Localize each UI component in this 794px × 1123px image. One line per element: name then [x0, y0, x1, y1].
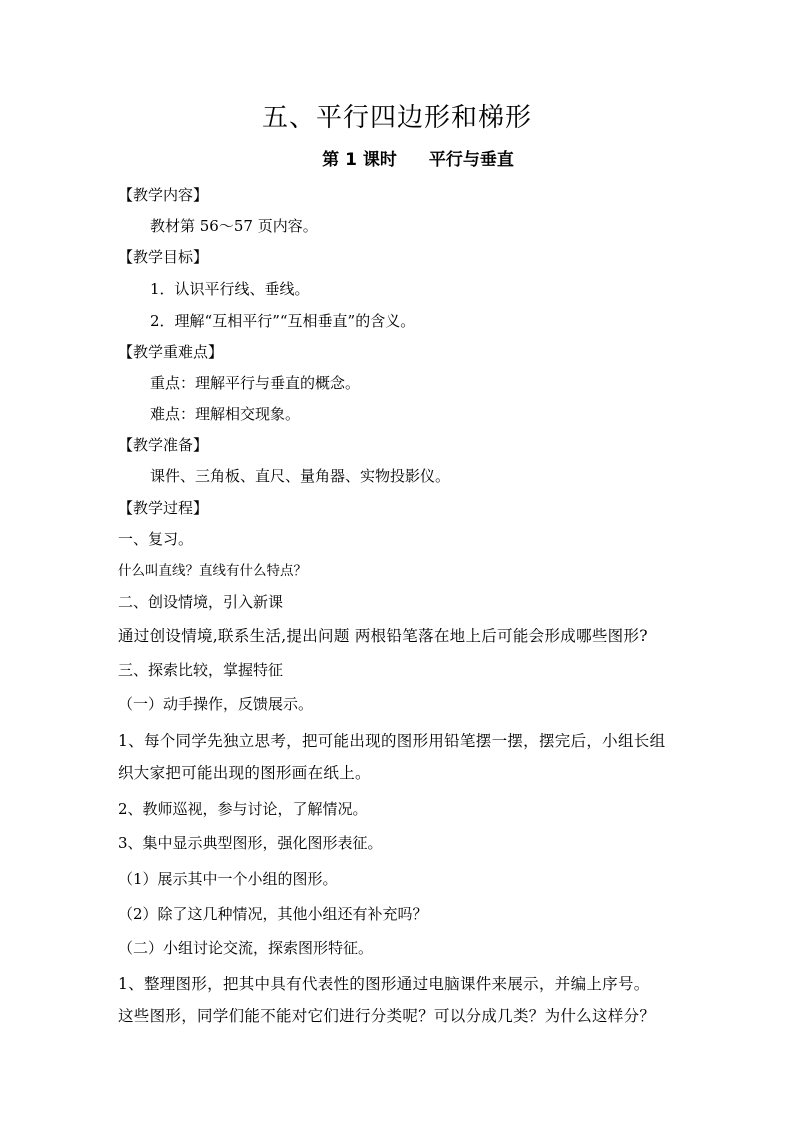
process-line: 一、复习。: [118, 530, 194, 548]
process-line: 二、创设情境，引入新课: [118, 593, 284, 611]
process-heading: 【教学过程】: [118, 499, 209, 517]
process-line: 1、整理图形，把其中具有代表性的图形通过电脑课件来展示，并编上序号。: [118, 975, 650, 993]
lesson-subtitle: [0, 148, 794, 172]
process-line: 什么叫直线？直线有什么特点？: [118, 563, 307, 579]
goal-item: 1．认识平行线、垂线。: [150, 280, 310, 298]
key-point: 重点：理解平行与垂直的概念。: [150, 374, 361, 392]
key-heading: 【教学重难点】: [118, 343, 224, 361]
process-line: 这些图形，同学们能不能对它们进行分类呢？可以分成几类？为什么这样分？: [118, 1007, 656, 1025]
process-line: 1、每个同学先独立思考，把可能出现的图形用铅笔摆一摆，摆完后，小组长组: [118, 732, 666, 750]
content-text: 教材第 56～57 页内容。: [150, 217, 318, 235]
process-line: 通过创设情境,联系生活,提出问题 两根铅笔落在地上后可能会形成哪些图形?: [118, 627, 648, 645]
goals-heading: 【教学目标】: [118, 248, 209, 266]
process-line: （二）小组讨论交流，探索图形特征。: [118, 939, 374, 957]
lesson-number: 第 1 课时: [322, 150, 397, 170]
prep-heading: 【教学准备】: [118, 436, 209, 454]
process-line: （一）动手操作，反馈展示。: [118, 695, 314, 713]
process-line: （2）除了这几种情况，其他小组还有补充吗？: [118, 905, 428, 923]
document-title: 五、平行四边形和梯形: [261, 103, 532, 133]
goal-item: 2．理解“互相平行”“互相垂直”的含义。: [150, 312, 416, 330]
content-heading: 【教学内容】: [118, 186, 209, 204]
prep-text: 课件、三角板、直尺、量角器、实物投影仪。: [150, 467, 451, 485]
process-line: 三、探索比较，掌握特征: [118, 661, 284, 679]
process-line: 3、集中显示典型图形，强化图形表征。: [118, 834, 383, 852]
lesson-name: 平行与垂直: [428, 150, 514, 170]
process-line: 织大家把可能出现的图形画在纸上。: [118, 764, 371, 782]
process-line: 2、教师巡视，参与讨论，了解情况。: [118, 800, 368, 818]
process-line: （1）展示其中一个小组的图形。: [118, 870, 338, 888]
difficult-point: 难点：理解相交现象。: [150, 405, 301, 423]
